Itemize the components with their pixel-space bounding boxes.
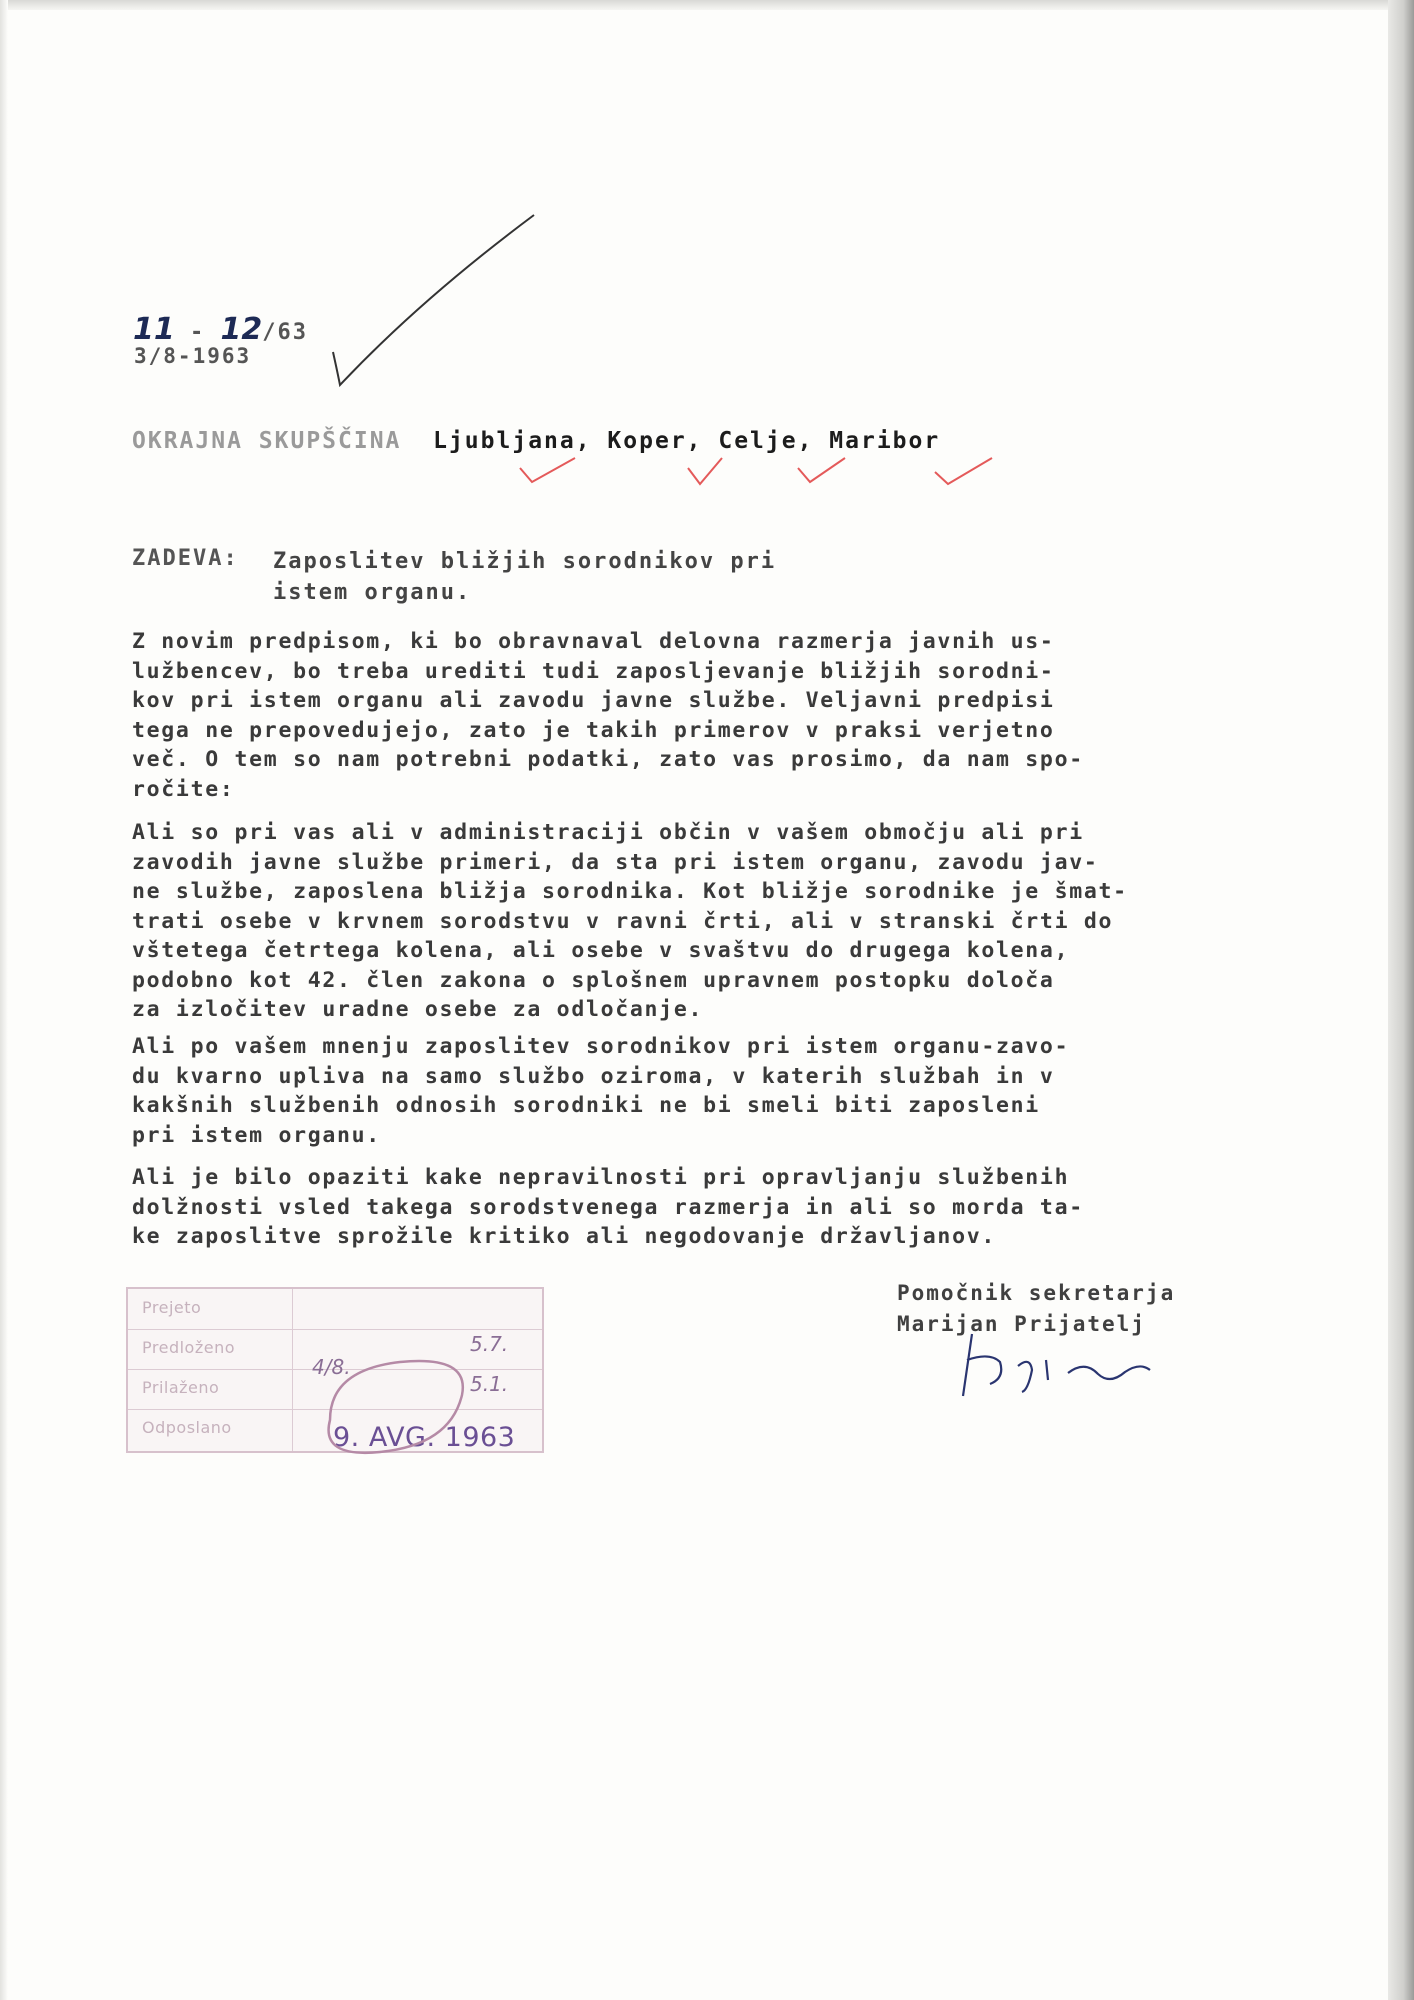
reference-suffix: /63 [262, 320, 308, 345]
stamp-label-submitted: Predloženo [142, 1338, 235, 1357]
stamp-note-3: 5.1. [470, 1372, 509, 1396]
body-paragraph-4: Ali je bilo opaziti kake nepravilnosti pri opravljanju službenih dolžnosti vsled takega sorodstvenega razmerja in ali so morda ta- ke zaposlitve sprožile kritiko ali negodovanje državljanov. [132, 1165, 1084, 1249]
subject-line-1: Zaposlitev bližjih sorodnikov pri [273, 549, 777, 574]
stamp-label-sent: Odposlano [142, 1418, 232, 1437]
signature-title: Pomočnik sekretarja [897, 1281, 1176, 1305]
red-check-icon [935, 458, 992, 484]
addressee-cities: Ljubljana, Koper, Celje, Maribor [433, 428, 941, 454]
stamp-ellipse-mark [329, 1361, 463, 1453]
reference-handwritten-2: 12 [220, 312, 263, 347]
reference-handwritten-1: 11 [133, 312, 175, 347]
red-check-icon [688, 458, 722, 484]
subject-label: ZADEVA: [132, 546, 239, 571]
body-paragraph-1: Z novim predpisom, ki bo obravnaval delovna razmerja javnih us- lužbencev, bo treba urediti tudi zaposljevanje bližjih sorodni- kov pri istem organu ali zavodu javne službe. Veljavni predpisi tega ne prepovedujejo, zato je takih primerov v praksi verjetno več. O tem so nam potrebni podatki, zato vas prosimo, da nam spo- ročite: [132, 629, 1084, 802]
red-check-icon [520, 458, 575, 482]
stamp-note-1: 4/8. [312, 1355, 351, 1379]
body-paragraph-2: Ali so pri vas ali v administraciji občin v vašem območju ali pri zavodih javne službe primeri, da sta pri istem organu, zavodu jav- ne službe, zaposlena bližja sorodnika. Kot bližje sorodnike je šmat- trati osebe v krvnem sorodstvu v ravni črti, ali v stranski črti do vštetega četrtega kolena, ali osebe v svaštvu do drugega kolena, podobno kot 42. člen zakona o splošnem upravnem postopku določa za izločitev uradne osebe za odločanje. [132, 820, 1128, 1022]
subject-line-2: istem organu. [273, 580, 472, 605]
date-stamp: 9. AVG. 1963 [333, 1422, 516, 1453]
stamp-label-attached: Prilaženo [142, 1378, 220, 1397]
body-paragraph-3: Ali po vašem mnenju zaposlitev sorodnikov pri istem organu-zavo- du kvarno upliva na samo službo oziroma, v katerih službah in v kakšnih službenih odnosih sorodniki ne bi smeli biti zaposleni pri istem organu. [132, 1034, 1070, 1148]
check-mark-icon [333, 215, 534, 385]
stamp-label-received: Prejeto [142, 1298, 202, 1317]
reference-sep: - [174, 320, 221, 345]
stamp-note-2: 5.7. [470, 1332, 509, 1356]
signature-name: Marijan Prijatelj [897, 1312, 1146, 1336]
reference-date: 3/8-1963 [134, 344, 252, 368]
red-check-icon [798, 458, 845, 482]
signature-scrawl [963, 1334, 1150, 1396]
addressee-prefix: OKRAJNA SKUPŠČINA [132, 428, 402, 454]
